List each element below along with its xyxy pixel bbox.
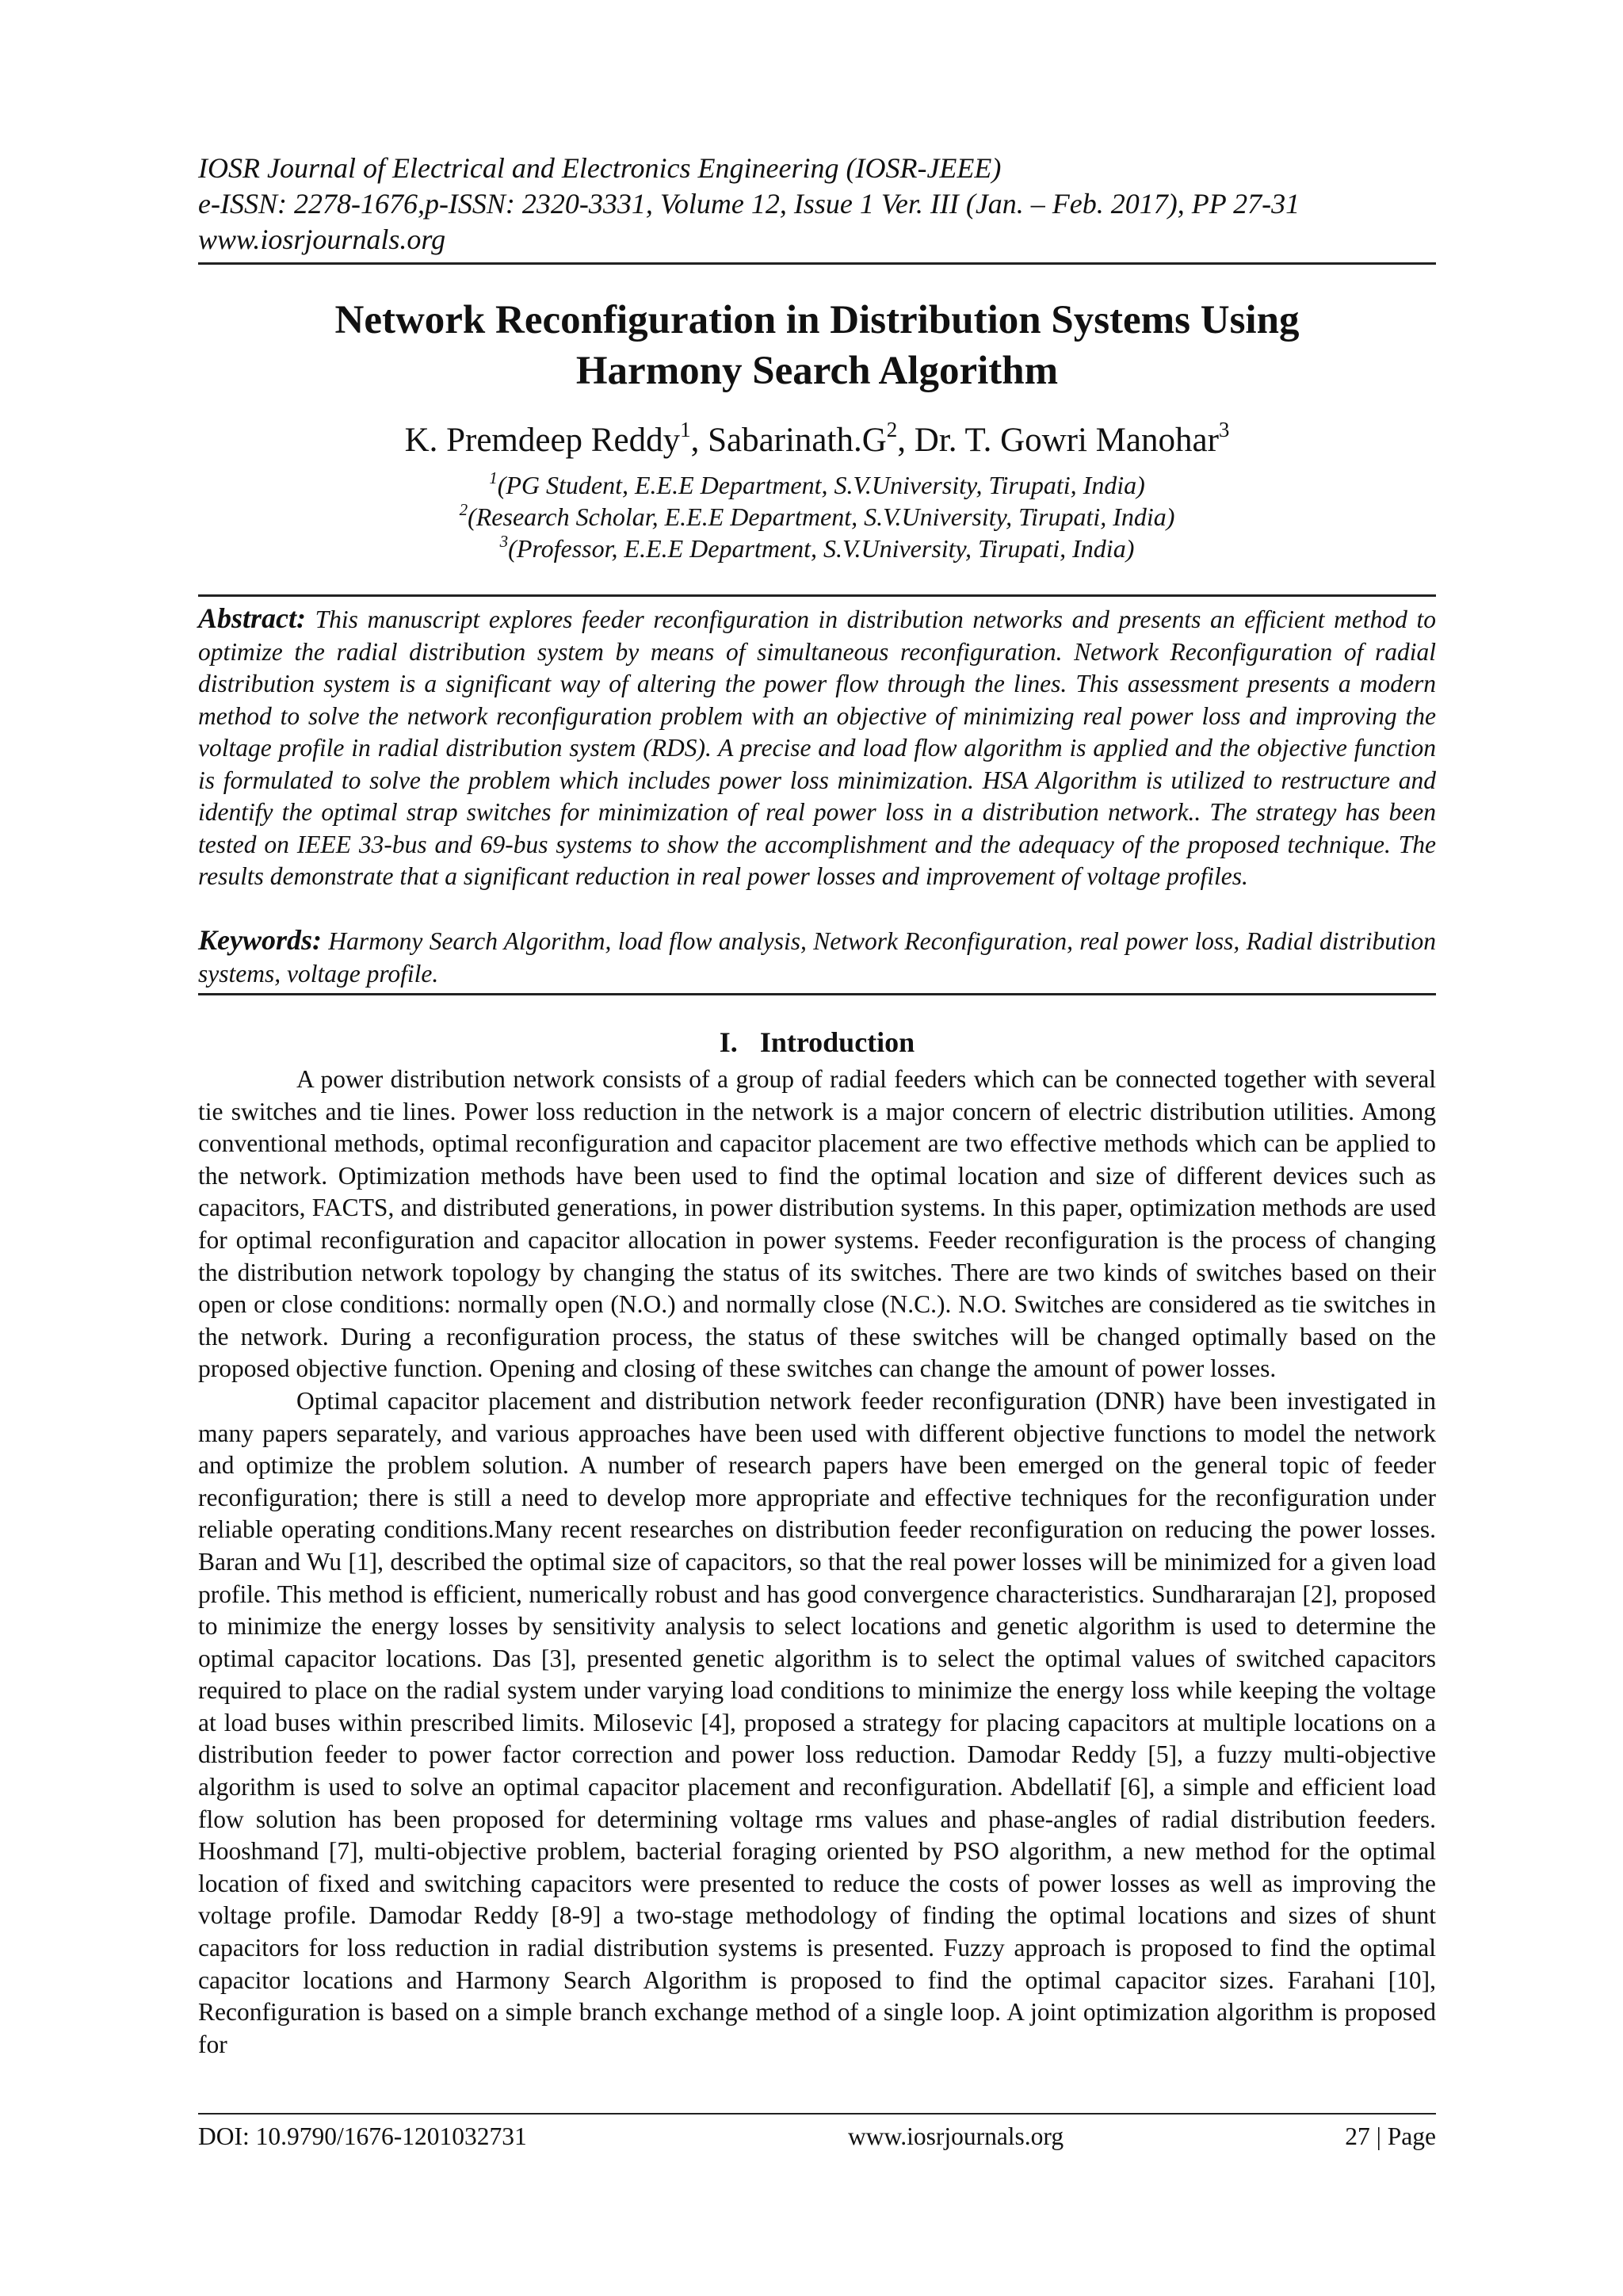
paragraph: A power distribution network consists of a group of radial feeders which can be connected together with several tie switches and tie lines. Power loss reduction in the network is a major concern of electric distribution utilities. Among conventional methods, optimal reconfiguration and capacitor placement are two effective methods which can be applied to the network. Optimization methods have been used to find the optimal location and size of different devices such as capacitors, FACTS, and distributed generations, in power distribution systems. In this paper, optimization methods are used for optimal reconfiguration and capacitor allocation in power systems. Feeder reconfiguration is the process of changing the distribution network topology by changing the status of its switches. There are two kinds of switches based on their open or close conditions: normally open (N.O.) and normally close (N.C.). N.O. Switches are considered as tie switches in the network. During a reconfiguration process, the status of these switches will be changed optimally based on the proposed objective function. Opening and closing of these switches can change the amount of power losses. [198,1065,1436,1383]
author-separator: , [690,422,708,459]
journal-name: IOSR Journal of Electrical and Electronics Engineering (IOSR-JEEE) [198,152,1002,184]
title-line-1: Network Reconfiguration in Distribution Systems Using [334,298,1300,342]
author-name: Sabarinath.G [708,422,887,459]
doi: DOI: 10.9790/1676-1201032731 [198,2122,527,2150]
affiliation-text: (PG Student, E.E.E Department, S.V.University, Tirupati, India) [497,471,1145,499]
abstract-bottom-divider [198,993,1436,995]
affiliation-mark: 1 [489,468,498,487]
journal-header [198,151,1434,258]
section-heading [198,1025,1436,1060]
header-divider [198,262,1436,265]
author-affiliation-mark: 2 [886,418,898,441]
journal-issue-info: e-ISSN: 2278-1676,p-ISSN: 2320-3331, Volume 12, Issue 1 Ver. III (Jan. – Feb. 2017), PP 27-31 [198,188,1300,220]
affiliation-line [198,469,1436,501]
author-affiliation-mark: 3 [1218,418,1230,441]
footer-divider [198,2113,1436,2115]
affiliation-list [198,469,1436,564]
affiliation-text: (Professor, E.E.E Department, S.V.University, Tirupati, India) [508,534,1135,563]
keywords [198,924,1436,990]
section-title: Introduction [759,1026,915,1058]
affiliation-line [198,533,1436,564]
author-name: K. Premdeep Reddy [404,422,681,459]
author-affiliation-mark: 1 [680,418,691,441]
body-text [198,1064,1436,2061]
abstract-text: This manuscript explores feeder reconfiguration in distribution networks and presents an efficient method to optimize the radial distribution system by means of simultaneous reconfiguration. Network Reconfiguration of radial distribution system is a significant way of altering the power flow through the lines. This assessment presents a modern method to solve the network reconfiguration problem with an objective of minimizing real power loss and improving the voltage profile in radial distribution system (RDS). A precise and load flow algorithm is applied and the objective function is formulated to solve the problem which includes power loss minimization. HSA Algorithm is utilized to restructure and identify the optimal strap switches for minimization of real power loss in a distribution network.. The strategy has been tested on IEEE 33-bus and 69-bus systems to show the accomplishment and the adequacy of the proposed technique. The results demonstrate that a significant reduction in real power losses and improvement of voltage profiles. [198,606,1437,890]
affiliation-line [198,501,1436,533]
section-number: I. [719,1026,738,1058]
paper-title [198,295,1436,396]
footer-website: www.iosrjournals.org [848,2122,1064,2150]
affiliation-mark: 3 [499,532,509,551]
affiliation-text: (Research Scholar, E.E.E Department, S.V.University, Tirupati, India) [468,502,1175,531]
affiliation-mark: 2 [459,500,468,519]
keywords-text: Harmony Search Algorithm, load flow analysis, Network Reconfiguration, real power loss, Radial distribution systems, voltage profile. [198,927,1436,988]
author-separator: , [897,422,915,459]
page-number: 27 | Page [1345,2122,1436,2150]
keywords-label: Keywords: [198,924,322,956]
paragraph: Optimal capacitor placement and distribution network feeder reconfiguration (DNR) have been investigated in many papers separately, and various approaches have been used with different objective functions to model the network and optimize the problem solution. A number of research papers have been emerged on the general topic of feeder reconfiguration; there is still a need to develop more appropriate and effective techniques for the reconfiguration under reliable operating conditions.Many recent researches on distribution feeder reconfiguration on reducing the power losses. Baran and Wu [1], described the optimal size of capacitors, so that the real power losses will be minimized for a given load profile. This method is efficient, numerically robust and has good convergence characteristics. Sundhararajan [2], proposed to minimize the energy losses by sensitivity analysis to select locations and genetic algorithm is used to determine the optimal capacitor locations. Das [3], presented genetic algorithm is to select the optimal values of switched capacitors required to place on the radial system under varying load conditions to minimize the energy loss while keeping the voltage at load buses within prescribed limits. Milosevic [4], proposed a strategy for placing capacitors at multiple locations on a distribution feeder to power factor correction and power loss reduction. Damodar Reddy [5], a fuzzy multi-objective algorithm is used to solve an optimal capacitor placement and reconfiguration. Abdellatif [6], a simple and efficient load flow solution has been proposed for determining voltage rms values and phase-angles of radial distribution feeders. Hooshmand [7], multi-objective problem, bacterial foraging oriented by PSO algorithm, a new method for the optimal location of fixed and switching capacitors were presented to reduce the costs of power losses as well as improving the voltage profile. Damodar Reddy [8-9] a two-stage methodology of finding the optimal locations and sizes of shunt capacitors for loss reduction in radial distribution systems is presented. Fuzzy approach is proposed to find the optimal capacitor locations and Harmony Search Algorithm is proposed to find the optimal capacitor sizes. Farahani [10], Reconfiguration is based on a simple branch exchange method of a single loop. A joint optimization algorithm is proposed for [198,1386,1436,2058]
journal-website: www.iosrjournals.org [198,223,446,255]
author-list [198,418,1436,463]
author-name: Dr. T. Gowri Manohar [914,422,1219,459]
abstract [198,602,1436,893]
abstract-label: Abstract: [198,602,307,634]
abstract-top-divider [198,594,1436,597]
title-line-2: Harmony Search Algorithm [575,349,1059,393]
